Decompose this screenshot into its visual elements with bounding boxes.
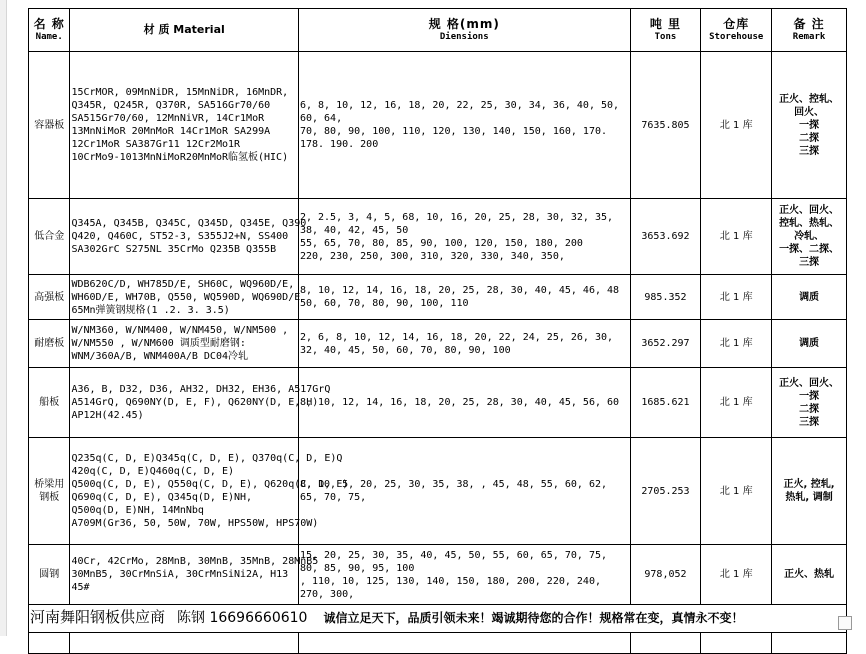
- product-name-cell-line: 容器板: [34, 119, 65, 131]
- dimensions-cell-line: , 110, 10, 125, 130, 140, 150, 180, 200, 220, 240, 270, 300,: [299, 575, 601, 600]
- table-row: [29, 320, 847, 368]
- product-name-cell[interactable]: [29, 320, 70, 368]
- product-name-cell[interactable]: [29, 368, 70, 438]
- tons-cell-value: 1685.621: [641, 397, 690, 408]
- material-cell-line: 12Cr1MoR SA387Gr11 12Cr2Mo1R: [71, 139, 241, 150]
- dimensions-cell-line: 8, 10, 12, 14, 16, 18, 20, 25, 28, 30, 40, 45, 46, 48: [299, 285, 620, 296]
- remark-cell[interactable]: [772, 368, 847, 438]
- product-name-cell-line: 船板: [39, 397, 60, 408]
- dimensions-cell-line: 50, 60, 70, 80, 90, 100, 110: [299, 298, 469, 309]
- header-remark-cn: 备 注: [793, 17, 825, 31]
- company-name: 河南舞阳钢板供应商: [30, 608, 166, 626]
- header-remark-en: Remark: [792, 32, 826, 42]
- tons-cell[interactable]: [630, 52, 701, 199]
- dimensions-cell[interactable]: [298, 438, 630, 545]
- material-cell-line: SA515Gr70/60, 12MnNiVR, 14Cr1MoR: [71, 113, 265, 124]
- material-cell[interactable]: [70, 320, 299, 368]
- header-row: [29, 9, 847, 52]
- remark-cell[interactable]: [772, 438, 847, 545]
- material-cell-line: 30MnB5, 30CrMnSiA, 30CrMnSiNi2A, H13: [71, 569, 289, 580]
- header-name-en: Name.: [35, 32, 63, 42]
- header-store-en: Storehouse: [709, 32, 764, 42]
- header-tons[interactable]: [630, 9, 701, 52]
- tons-cell[interactable]: [630, 368, 701, 438]
- storehouse-cell-value: 北 1 库: [719, 231, 753, 242]
- tons-cell[interactable]: [630, 438, 701, 545]
- dimensions-cell-line: 15, 20, 25, 30, 35, 40, 45, 50, 55, 60, 65, 70, 75, 80, 85, 90, 95, 100: [299, 549, 607, 574]
- product-name-cell-line: 钢板: [39, 492, 60, 503]
- material-cell-line: A36, B, D32, D36, AH32, DH32, EH36, A517GrQ: [71, 384, 331, 395]
- tons-cell[interactable]: [630, 199, 701, 275]
- material-cell-line: 15CrMOR, 09MnNiDR, 15MnNiDR, 16MnDR,: [71, 87, 289, 98]
- table-row: [29, 545, 847, 605]
- table-row: [29, 52, 847, 199]
- dimensions-cell[interactable]: [298, 52, 630, 199]
- header-spec[interactable]: [298, 9, 630, 52]
- product-name-cell-line: 桥梁用: [34, 479, 65, 490]
- empty-cell[interactable]: [701, 633, 772, 654]
- remark-cell-line: 控轧、热轧、: [779, 218, 840, 229]
- remark-cell-line: 热轧, 调制: [785, 492, 833, 503]
- header-name-cn: 名 称: [33, 17, 65, 31]
- product-name-cell-line: 高强板: [34, 291, 65, 303]
- material-cell-line: WNM/360A/B, WNM400A/B DC04冷轧: [71, 351, 248, 362]
- storehouse-cell[interactable]: [701, 368, 772, 438]
- remark-cell-line: 正火, 控轧,: [783, 479, 835, 490]
- tons-cell-value: 978,052: [644, 569, 687, 580]
- material-cell[interactable]: [70, 199, 307, 275]
- footer-cell[interactable]: [29, 605, 847, 633]
- remark-cell-line: 一探: [799, 390, 820, 402]
- table-row: [29, 438, 847, 545]
- header-store-cn: 仓库: [723, 17, 750, 31]
- remark-cell-line: 调质: [799, 338, 820, 349]
- material-cell-line: 45#: [71, 582, 90, 593]
- dimensions-cell-line: 2, 6, 8, 10, 12, 14, 16, 18, 20, 22, 24, 25, 26, 30,: [299, 331, 614, 343]
- empty-cell[interactable]: [630, 633, 701, 654]
- product-name-cell-line: 耐磨板: [34, 338, 65, 349]
- dimensions-cell[interactable]: [298, 275, 630, 320]
- product-name-cell[interactable]: [29, 52, 70, 199]
- storehouse-cell[interactable]: [701, 545, 772, 605]
- tons-cell-value: 3652.297: [641, 338, 690, 349]
- left-margin-bar: [0, 0, 7, 636]
- remark-cell-line: 正火、控轧、: [779, 93, 840, 105]
- table-row: [29, 199, 847, 275]
- material-cell[interactable]: [70, 52, 299, 199]
- material-cell-line: 13MnNiMoR 20MnMoR 14Cr1MoR SA299A: [71, 126, 271, 137]
- remark-cell-line: 正火、热轧: [784, 569, 835, 580]
- material-cell[interactable]: [70, 545, 319, 605]
- dimensions-cell-line: 70, 80, 90, 100, 110, 120, 130, 140, 150, 160, 170. 178. 190. 200: [299, 126, 607, 150]
- contact-info: 陈钢 16696660610: [177, 610, 308, 626]
- remark-cell-line: 冷轧、: [794, 231, 825, 242]
- tons-cell-value: 985.352: [644, 291, 687, 303]
- dimensions-cell-line: 2, 2.5, 3, 4, 5, 68, 10, 16, 20, 25, 28, 30, 32, 35, 38, 40, 42, 45, 50: [299, 211, 614, 236]
- footer-row: [29, 605, 847, 633]
- header-material[interactable]: [70, 9, 299, 52]
- remark-cell[interactable]: [772, 275, 847, 320]
- product-name-cell[interactable]: [29, 275, 70, 320]
- product-name-cell[interactable]: [29, 438, 70, 545]
- dimensions-cell-line: 6, 8, 10, 12, 16, 18, 20, 22, 25, 30, 34, 36, 40, 50, 60, 64,: [299, 100, 620, 124]
- material-cell-line: A514GrQ, Q690NY(D, E, F), Q620NY(D, E, H): [71, 397, 319, 408]
- dimensions-cell-line: 8, 10, 5, 20, 25, 30, 35, 38, , 45, 48, 55, 60, 62, 65, 70, 75,: [299, 479, 607, 503]
- dimensions-cell[interactable]: [298, 545, 630, 605]
- material-cell-line: 10CrMo9-1013MnNiMoR20MnMoR临氢板(HIC): [71, 152, 289, 163]
- remark-cell-line: 一探: [799, 119, 820, 131]
- product-name-cell-line: 低合金: [34, 231, 65, 242]
- tons-cell[interactable]: [630, 545, 701, 605]
- storehouse-cell[interactable]: [701, 275, 772, 320]
- header-name[interactable]: [29, 9, 70, 52]
- material-cell-line: 420q(C, D, E)Q460q(C, D, E): [71, 466, 235, 477]
- tons-cell-value: 2705.253: [641, 485, 690, 497]
- material-cell-line: W/NM360, W/NM400, W/NM450, W/NM500 ,: [71, 325, 289, 336]
- material-cell-line: AP12H(42.45): [71, 410, 144, 421]
- material-cell[interactable]: [70, 368, 331, 438]
- header-remark[interactable]: [772, 9, 847, 52]
- remark-cell-line: 正火、回火、: [779, 377, 840, 389]
- remark-cell-line: 调质: [799, 291, 820, 303]
- empty-cell[interactable]: [29, 633, 70, 654]
- dimensions-cell[interactable]: [298, 368, 630, 438]
- tons-cell[interactable]: [630, 275, 701, 320]
- remark-cell-line: 正火、回火、: [779, 205, 840, 216]
- storehouse-cell-value: 北 1 库: [719, 569, 753, 580]
- steel-inventory-table: [28, 8, 847, 654]
- dimensions-cell-line: 220, 230, 250, 300, 310, 320, 330, 340, 350,: [299, 250, 565, 262]
- material-cell-line: Q345R, Q245R, Q370R, SA516Gr70/60: [71, 100, 271, 111]
- header-spec-cn: 规 格(mm): [428, 17, 500, 31]
- header-tons-en: Tons: [654, 32, 677, 42]
- remark-cell-line: 二探: [799, 132, 820, 144]
- remark-cell-line: 回火、: [794, 106, 825, 118]
- material-cell-line: 40Cr, 42CrMo, 28MnB, 30MnB, 35MnB, 28MnB5: [71, 556, 319, 567]
- material-cell-line: WDB620C/D, WH785D/E, SH60C, WQ960D/E,: [71, 278, 295, 290]
- remark-cell[interactable]: [772, 320, 847, 368]
- product-name-cell[interactable]: [29, 199, 70, 275]
- material-cell-line: W/NM550 , W/NM600 调质型耐磨钢:: [71, 338, 246, 349]
- storehouse-cell-value: 北 1 库: [719, 338, 753, 349]
- material-cell-line: Q235q(C, D, E)Q345q(C, D, E), Q370q(C, D, E)Q: [71, 453, 343, 464]
- material-cell-line: Q500q(C, D, E), Q550q(C, D, E), Q620q(C, D, E): [71, 479, 349, 490]
- material-cell-line: WH60D/E, WH70B, Q550, WQ590D, WQ690D/E: [71, 291, 301, 303]
- remark-cell[interactable]: [772, 545, 847, 605]
- header-store[interactable]: [701, 9, 772, 52]
- storehouse-cell-value: 北 1 库: [719, 485, 753, 497]
- tons-cell-value: 7635.805: [641, 119, 690, 131]
- material-cell-line: Q345A, Q345B, Q345C, Q345D, Q345E, Q390: [71, 218, 307, 229]
- empty-cell[interactable]: [772, 633, 847, 654]
- header-spec-en: Diensions: [439, 32, 489, 42]
- material-cell[interactable]: [70, 275, 299, 320]
- remark-cell-line: 二探: [799, 403, 820, 415]
- dimensions-cell[interactable]: [298, 199, 630, 275]
- remark-cell[interactable]: [772, 52, 847, 199]
- storehouse-cell-value: 北 1 库: [719, 291, 753, 303]
- remark-cell-line: 三探: [799, 257, 820, 268]
- remark-cell[interactable]: [772, 199, 847, 275]
- remark-cell-line: 一探、二探、: [779, 244, 840, 255]
- product-name-cell-line: 圆钢: [39, 569, 60, 580]
- storehouse-cell-value: 北 1 库: [719, 397, 753, 408]
- material-cell-line: Q420, Q460C, ST52-3, S355J2+N, SS400: [71, 231, 289, 242]
- dimensions-cell[interactable]: [298, 320, 630, 368]
- storehouse-cell[interactable]: [701, 52, 772, 199]
- storehouse-cell[interactable]: [701, 320, 772, 368]
- storehouse-cell[interactable]: [701, 438, 772, 545]
- tons-cell-value: 3653.692: [641, 231, 690, 242]
- remark-cell-line: 三探: [799, 416, 820, 428]
- empty-row: [29, 633, 847, 654]
- storehouse-cell-value: 北 1 库: [719, 119, 753, 131]
- product-name-cell[interactable]: [29, 545, 70, 605]
- dimensions-cell-line: 32, 40, 45, 50, 60, 70, 80, 90, 100: [299, 344, 511, 356]
- table-row: [29, 368, 847, 438]
- material-cell-line: Q500q(D, E)NH, 14MnNbq: [71, 505, 204, 516]
- header-material-label: 材 质 Material: [143, 23, 225, 36]
- material-cell[interactable]: [70, 438, 349, 545]
- material-cell-line: SA302GrC S275NL 35CrMo Q235B Q355B: [71, 244, 277, 255]
- slogan-text: 诚信立足天下，品质引领未来！竭诚期待您的合作！规格常在变，真情永不变！: [323, 611, 744, 625]
- sheet-corner-handle[interactable]: [838, 616, 852, 630]
- dimensions-cell-line: 55, 65, 70, 80, 85, 90, 100, 120, 150, 180, 200: [299, 237, 583, 249]
- empty-cell[interactable]: [70, 633, 299, 654]
- tons-cell[interactable]: [630, 320, 701, 368]
- table-row: [29, 275, 847, 320]
- dimensions-cell-line: 8, 10, 12, 14, 16, 18, 20, 25, 28, 30, 40, 45, 56, 60: [299, 397, 620, 408]
- material-cell-line: 65Mn弹簧钢规格(1 .2. 3. 3.5): [71, 304, 230, 316]
- storehouse-cell[interactable]: [701, 199, 772, 275]
- material-cell-line: A709M(Gr36, 50, 50W, 70W, HPS50W, HPS70W): [71, 518, 319, 529]
- header-tons-cn: 吨 里: [649, 17, 682, 31]
- material-cell-line: Q690q(C, D, E), Q345q(D, E)NH,: [71, 492, 253, 503]
- empty-cell[interactable]: [298, 633, 630, 654]
- remark-cell-line: 三探: [799, 145, 820, 157]
